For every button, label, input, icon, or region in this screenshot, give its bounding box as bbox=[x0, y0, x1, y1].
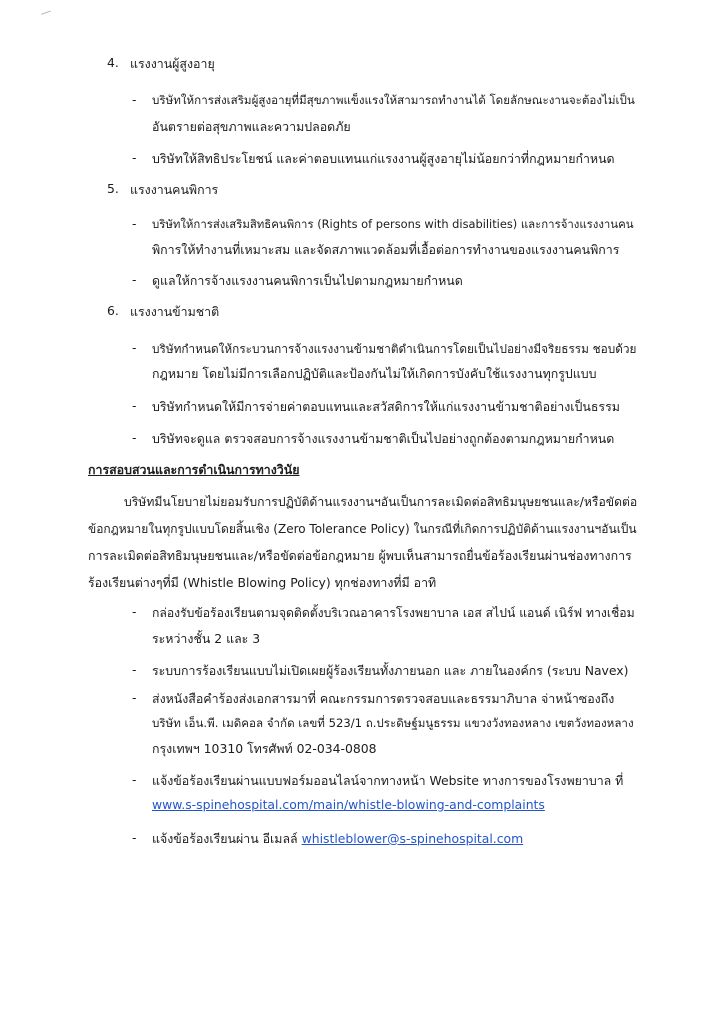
bullet-dash: - bbox=[132, 150, 137, 165]
section-4-item-2-line-1: บริษัทให้สิทธิประโยชน์ และค่าตอบแทนแก่แรงงานผู้สูงอายุไม่น้อยกว่าที่กฎหมายกำหนด bbox=[152, 151, 615, 166]
bullet-dash: - bbox=[132, 772, 137, 787]
bullet-dash: - bbox=[132, 690, 137, 705]
bullet-dash: - bbox=[132, 604, 137, 619]
section-4-item-1-line-2: อันตรายต่อสุขภาพและความปลอดภัย bbox=[152, 119, 351, 134]
section-5-item-1-line-1: บริษัทให้การส่งเสริมสิทธิคนพิการ (Rights of persons with disabilities) และการจ้างแรงงานคน bbox=[152, 217, 634, 231]
channel-2-line-1: ระบบการร้องเรียนแบบไม่เปิดเผยผู้ร้องเรียนทั้งภายนอก และ ภายในองค์กร (ระบบ Navex) bbox=[152, 663, 629, 678]
channel-5-line bbox=[152, 830, 523, 849]
investigation-paragraph-line-1: บริษัทมีนโยบายไม่ยอมรับการปฏิบัติด้านแรงงานฯอันเป็นการละเมิดต่อสิทธิมนุษยชนและ/หรือขัดต่อ bbox=[124, 495, 638, 509]
bullet-dash: - bbox=[132, 662, 137, 677]
bullet-dash: - bbox=[132, 92, 137, 107]
section-6-item-1-line-1: บริษัทกำหนดให้กระบวนการจ้างแรงงานข้ามชาติดำเนินการโดยเป็นไปอย่างมีจริยธรรม ชอบด้วย bbox=[152, 342, 637, 356]
channel-5-prefix: แจ้งข้อร้องเรียนผ่าน อีเมลล์ bbox=[152, 831, 302, 846]
channel-3-line-2: บริษัท เอ็น.พี. เมดิคอล จำกัด เลขที่ 523/1 ถ.ประดิษฐ์มนูธรรม แขวงวังทองหลาง เขตวังทองหลาง bbox=[152, 716, 634, 730]
bullet-dash: - bbox=[132, 216, 137, 231]
section-4-item-1-line-1: บริษัทให้การส่งเสริมผู้สูงอายุที่มีสุขภาพแข็งแรงให้สามารถทำงานได้ โดยลักษณะงานจะต้องไม่เป็น bbox=[152, 93, 635, 107]
bullet-dash: - bbox=[132, 398, 137, 413]
investigation-paragraph-line-3: การละเมิดต่อสิทธิมนุษยชนและ/หรือขัดต่อข้อกฎหมาย ผู้พบเห็นสามารถยื่นข้อร้องเรียนผ่านช่องทางการ bbox=[88, 548, 632, 563]
section-6-item-1-line-2: กฎหมาย โดยไม่มีการเลือกปฏิบัติและป้องกันไม่ให้เกิดการบังคับใช้แรงงานทุกรูปแบบ bbox=[152, 366, 597, 381]
bullet-dash: - bbox=[132, 272, 137, 287]
section-6-title: แรงงานข้ามชาติ bbox=[130, 304, 220, 319]
channel-3-line-3: กรุงเทพฯ 10310 โทรศัพท์ 02-034-0808 bbox=[152, 741, 377, 756]
section-5-item-2-line-1: ดูแลให้การจ้างแรงงานคนพิการเป็นไปตามกฎหมายกำหนด bbox=[152, 273, 463, 288]
section-6-item-3-line-1: บริษัทจะดูแล ตรวจสอบการจ้างแรงงานข้ามชาติเป็นไปอย่างถูกต้องตามกฎหมายกำหนด bbox=[152, 431, 615, 446]
channel-3-line-1: ส่งหนังสือคำร้องส่งเอกสารมาที่ คณะกรรมการตรวจสอบและธรรมาภิบาล จ่าหน้าซองถึง bbox=[152, 691, 615, 706]
investigation-heading: การสอบสวนและการดำเนินการทางวินัย bbox=[88, 462, 300, 477]
bullet-dash: - bbox=[132, 830, 137, 845]
section-5-number: 5. bbox=[107, 181, 119, 196]
channel-1-line-1: กล่องรับข้อร้องเรียนตามจุดติดตั้งบริเวณอาคารโรงพยาบาล เอส สไปน์ แอนด์ เนิร์ฟ ทางเชื่อม bbox=[152, 606, 635, 620]
bullet-dash: - bbox=[132, 340, 137, 355]
section-6-number: 6. bbox=[107, 303, 119, 318]
section-5-item-1-line-2: พิการให้ทำงานที่เหมาะสม และจัดสภาพแวดล้อมที่เอื้อต่อการทำงานของแรงงานคนพิการ bbox=[152, 242, 620, 257]
whistleblower-email-link[interactable]: whistleblower@s-spinehospital.com bbox=[301, 831, 524, 846]
whistle-blowing-website-link[interactable]: www.s-spinehospital.com/main/whistle-blowing-and-complaints bbox=[152, 797, 545, 812]
section-4-number: 4. bbox=[107, 55, 119, 70]
section-5-title: แรงงานคนพิการ bbox=[130, 182, 219, 197]
channel-4-line-1: แจ้งข้อร้องเรียนผ่านแบบฟอร์มออนไลน์จากทางหน้า Website ทางการของโรงพยาบาล ที่ bbox=[152, 773, 624, 788]
channel-1-line-2: ระหว่างชั้น 2 และ 3 bbox=[152, 631, 261, 646]
section-6-item-2-line-1: บริษัทกำหนดให้มีการจ่ายค่าตอบแทนและสวัสดิการให้แก่แรงงานข้ามชาติอย่างเป็นธรรม bbox=[152, 399, 620, 414]
investigation-paragraph-line-4: ร้องเรียนต่างๆที่มี (Whistle Blowing Policy) ทุกช่องทางที่มี อาทิ bbox=[88, 575, 437, 590]
section-4-title: แรงงานผู้สูงอายุ bbox=[130, 56, 215, 71]
investigation-paragraph-line-2: ข้อกฎหมายในทุกรูปแบบโดยสิ้นเชิง (Zero Tolerance Policy) ในกรณีที่เกิดการปฏิบัติด้านแรงงานฯอันเป็น bbox=[88, 522, 637, 536]
scan-mark bbox=[41, 11, 53, 21]
bullet-dash: - bbox=[132, 430, 137, 445]
